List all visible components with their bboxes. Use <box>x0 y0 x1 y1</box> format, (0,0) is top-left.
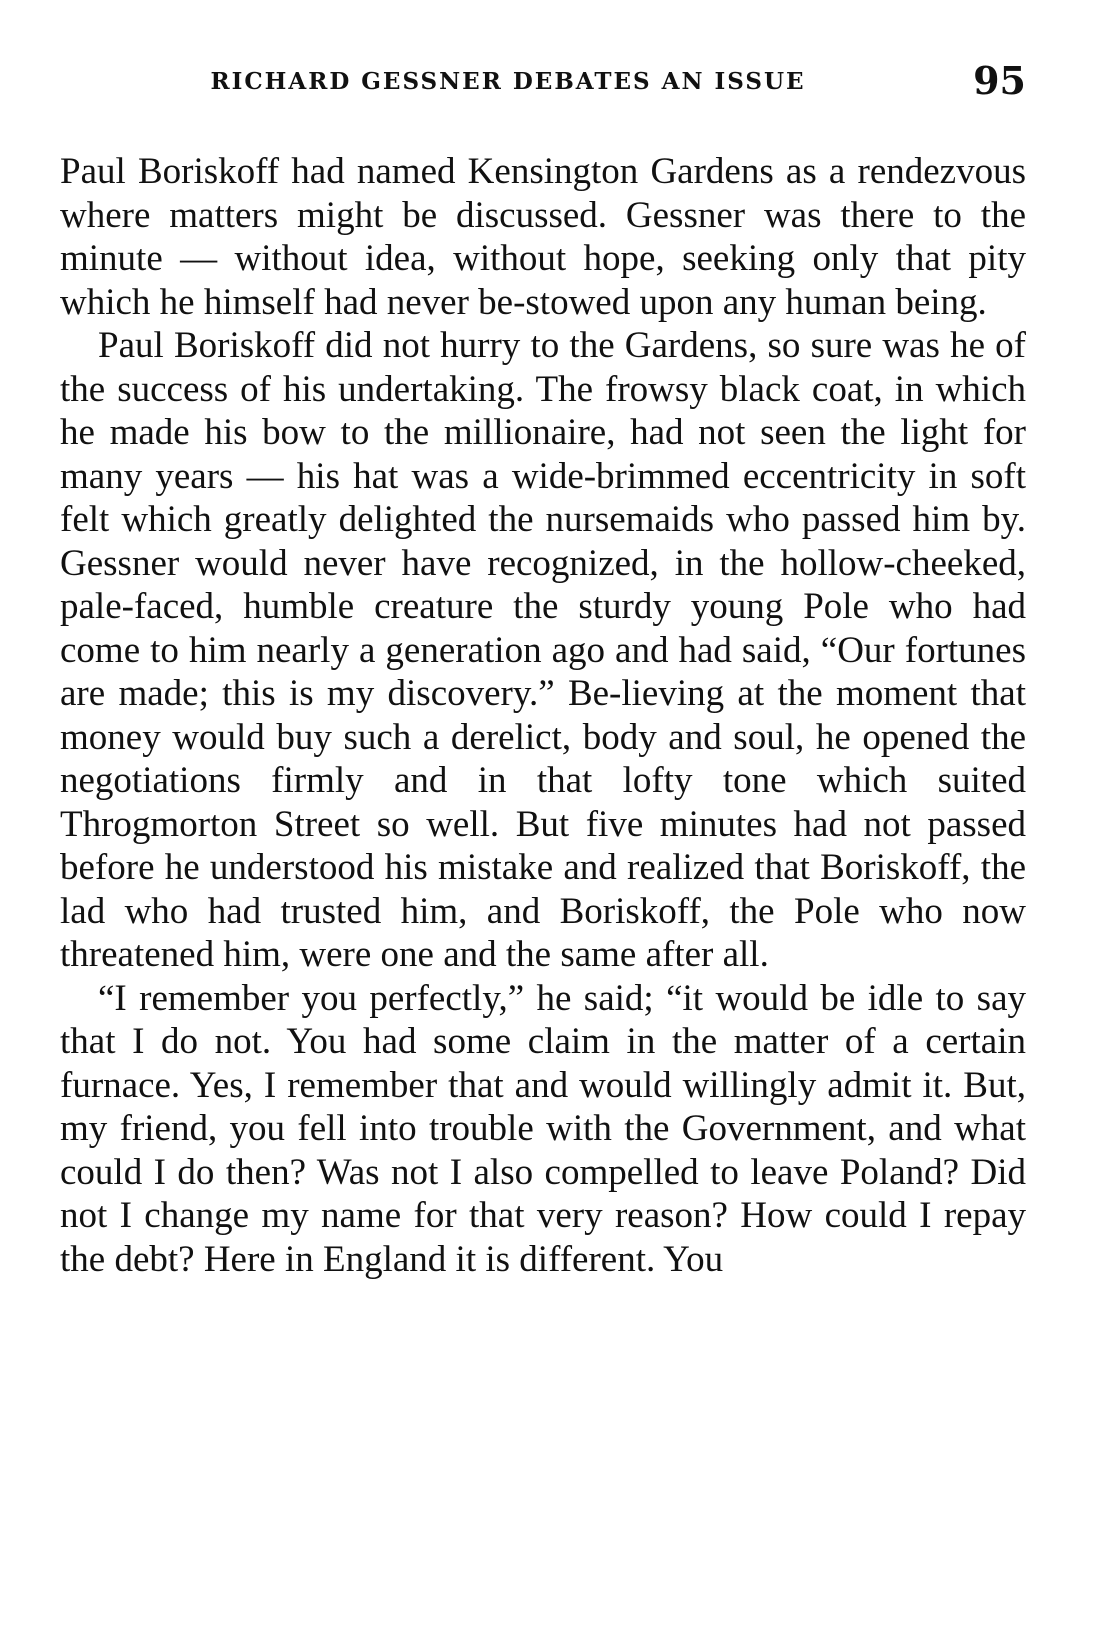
body-text <box>60 150 1026 1281</box>
paragraph-3: “I remember you perfectly,” he said; “it would be idle to say that I do not. You had some claim in the matter of a certain furnace. Yes, I remember that and would willingly admit it. But, my friend, you fell into trouble with the Government, and what could I do then? Was not I also compelled to leave Poland? Did not I change my name for that very reason? How could I repay the debt? Here in England it is different. You <box>60 977 1026 1280</box>
book-page <box>60 58 1026 1281</box>
paragraph-1: Paul Boriskoff had named Kensington Gardens as a rendezvous where matters might be discussed. Gessner was there to the minute — without idea, without hope, seeking only that pity which he himself had never be-stowed upon any human being. <box>60 151 1026 323</box>
paragraph-2: Paul Boriskoff did not hurry to the Gardens, so sure was he of the success of his undertaking. The frowsy black coat, in which he made his bow to the millionaire, had not seen the light for many years — his hat was a wide-brimmed eccentricity in soft felt which greatly delighted the nursemaids who passed him by. Gessner would never have recognized, in the hollow-cheeked, pale-faced, humble creature the sturdy young Pole who had come to him nearly a generation ago and had said, “Our fortunes are made; this is my discovery.” Be-lieving at the moment that money would buy such a derelict, body and soul, he opened the negotiations firmly and in that lofty tone which suited Throgmorton Street so well. But five minutes had not passed before he understood his mistake and realized that Boriskoff, the lad who had trusted him, and Boriskoff, the Pole who now threatened him, were one and the same after all. <box>60 325 1026 975</box>
running-title: RICHARD GESSNER DEBATES AN ISSUE <box>210 68 806 95</box>
page-number: 95 <box>973 58 1026 103</box>
running-head <box>60 58 1026 114</box>
